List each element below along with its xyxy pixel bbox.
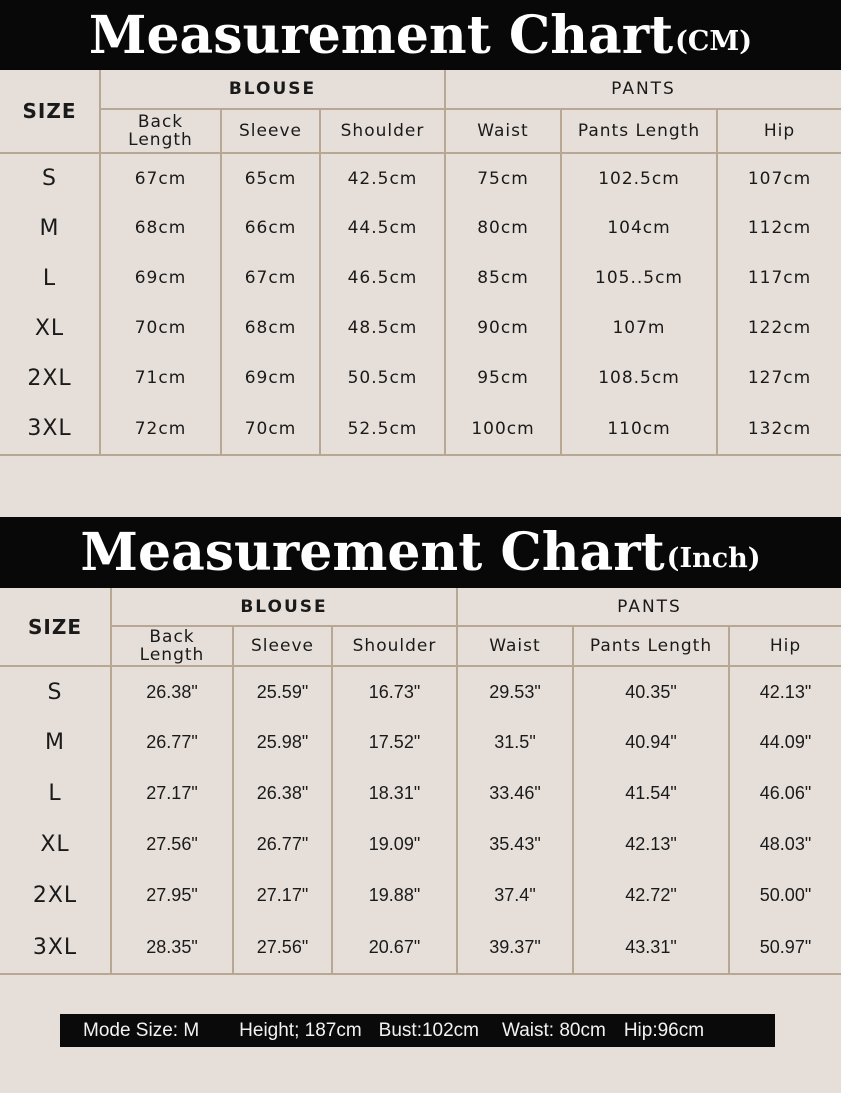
pants-group-header: PANTS — [445, 70, 841, 109]
measurement-cell: 27.56" — [111, 819, 233, 870]
measurement-cell: 35.43" — [457, 819, 573, 870]
measurement-cell: 122cm — [717, 303, 841, 353]
measurement-cell: 90cm — [445, 303, 561, 353]
measurement-cell: 29.53" — [457, 666, 573, 717]
table-row — [0, 253, 841, 303]
cm-chart-unit: (CM) — [675, 25, 753, 57]
measurement-cell: 42.72" — [573, 870, 729, 921]
measurement-cell: 71cm — [100, 353, 221, 403]
measurement-cell: 37.4" — [457, 870, 573, 921]
column-header: Pants Length — [573, 626, 729, 666]
measurement-cell: 70cm — [221, 403, 320, 455]
measurement-cell: 50.00" — [729, 870, 841, 921]
cm-chart-title-banner — [0, 0, 841, 70]
size-cell: L — [0, 768, 111, 819]
measurement-cell: 50.97" — [729, 921, 841, 974]
measurement-cell: 132cm — [717, 403, 841, 455]
size-cell: M — [0, 717, 111, 768]
size-cell: 2XL — [0, 353, 100, 403]
table-row — [0, 870, 841, 921]
measurement-cell: 26.38" — [233, 768, 332, 819]
measurement-cell: 44.09" — [729, 717, 841, 768]
measurement-cell: 68cm — [100, 203, 221, 253]
column-header — [100, 109, 221, 153]
measurement-cell: 42.5cm — [320, 153, 445, 203]
model-height: Height; 187cm — [239, 1019, 362, 1041]
table-row — [0, 203, 841, 253]
measurement-cell: 102.5cm — [561, 153, 717, 203]
table-row — [0, 921, 841, 974]
measurement-cell: 95cm — [445, 353, 561, 403]
measurement-cell: 65cm — [221, 153, 320, 203]
cm-measurement-table — [0, 70, 841, 456]
measurement-cell: 67cm — [221, 253, 320, 303]
measurement-cell: 31.5" — [457, 717, 573, 768]
size-cell: 2XL — [0, 870, 111, 921]
column-header: Shoulder — [320, 109, 445, 153]
table-row — [0, 819, 841, 870]
measurement-cell: 18.31" — [332, 768, 457, 819]
measurement-cell: 85cm — [445, 253, 561, 303]
size-header: SIZE — [0, 70, 100, 153]
measurement-cell: 42.13" — [729, 666, 841, 717]
measurement-cell: 26.77" — [233, 819, 332, 870]
measurement-cell: 104cm — [561, 203, 717, 253]
measurement-cell: 66cm — [221, 203, 320, 253]
column-header-line: Length — [139, 645, 205, 665]
table-row — [0, 768, 841, 819]
pants-group-header: PANTS — [457, 588, 841, 626]
model-bust: Bust:102cm — [378, 1019, 479, 1041]
measurement-cell: 19.09" — [332, 819, 457, 870]
size-cell: XL — [0, 303, 100, 353]
column-header-line: Length — [128, 130, 193, 150]
inch-chart-unit: (Inch) — [666, 543, 761, 574]
table-row — [0, 153, 841, 203]
measurement-cell: 19.88" — [332, 870, 457, 921]
measurement-cell: 39.37" — [457, 921, 573, 974]
size-cell: S — [0, 153, 100, 203]
table-row — [0, 353, 841, 403]
column-header: Pants Length — [561, 109, 717, 153]
measurement-cell: 17.52" — [332, 717, 457, 768]
size-cell: M — [0, 203, 100, 253]
measurement-cell: 110cm — [561, 403, 717, 455]
measurement-cell: 68cm — [221, 303, 320, 353]
column-header-line: Back — [149, 627, 195, 647]
size-cell: XL — [0, 819, 111, 870]
table-row — [0, 303, 841, 353]
column-header-line: Back — [137, 112, 184, 132]
measurement-cell: 108.5cm — [561, 353, 717, 403]
size-cell: S — [0, 666, 111, 717]
table-row — [0, 717, 841, 768]
column-header: Hip — [717, 109, 841, 153]
measurement-cell: 25.98" — [233, 717, 332, 768]
model-hip: Hip:96cm — [623, 1019, 705, 1041]
model-size: Mode Size: M — [83, 1019, 200, 1041]
measurement-cell: 33.46" — [457, 768, 573, 819]
measurement-cell: 69cm — [100, 253, 221, 303]
column-header: Shoulder — [332, 626, 457, 666]
measurement-cell: 20.67" — [332, 921, 457, 974]
measurement-cell: 46.5cm — [320, 253, 445, 303]
column-header — [111, 626, 233, 666]
measurement-cell: 27.17" — [233, 870, 332, 921]
measurement-cell: 67cm — [100, 153, 221, 203]
measurement-cell: 72cm — [100, 403, 221, 455]
size-cell: 3XL — [0, 921, 111, 974]
measurement-cell: 107cm — [717, 153, 841, 203]
measurement-cell: 48.5cm — [320, 303, 445, 353]
measurement-cell: 112cm — [717, 203, 841, 253]
measurement-cell: 105..5cm — [561, 253, 717, 303]
measurement-cell: 26.38" — [111, 666, 233, 717]
measurement-cell: 27.17" — [111, 768, 233, 819]
measurement-cell: 28.35" — [111, 921, 233, 974]
column-header: Hip — [729, 626, 841, 666]
column-header: Sleeve — [221, 109, 320, 153]
table-row — [0, 666, 841, 717]
measurement-cell: 46.06" — [729, 768, 841, 819]
inch-measurement-table — [0, 588, 841, 975]
size-cell: 3XL — [0, 403, 100, 455]
measurement-cell: 40.35" — [573, 666, 729, 717]
measurement-cell: 107m — [561, 303, 717, 353]
column-header: Waist — [445, 109, 561, 153]
measurement-cell: 48.03" — [729, 819, 841, 870]
size-cell: L — [0, 253, 100, 303]
measurement-cell: 100cm — [445, 403, 561, 455]
blouse-group-header: BLOUSE — [100, 70, 445, 109]
measurement-cell: 27.95" — [111, 870, 233, 921]
measurement-cell: 40.94" — [573, 717, 729, 768]
measurement-cell: 75cm — [445, 153, 561, 203]
column-header: Sleeve — [233, 626, 332, 666]
measurement-cell: 41.54" — [573, 768, 729, 819]
measurement-cell: 26.77" — [111, 717, 233, 768]
model-info-bar — [60, 1014, 775, 1047]
measurement-cell: 50.5cm — [320, 353, 445, 403]
measurement-cell: 80cm — [445, 203, 561, 253]
measurement-cell: 43.31" — [573, 921, 729, 974]
inch-chart-title: Measurement Chart — [80, 522, 665, 583]
column-header: Waist — [457, 626, 573, 666]
measurement-cell: 52.5cm — [320, 403, 445, 455]
measurement-cell: 16.73" — [332, 666, 457, 717]
table-row — [0, 403, 841, 455]
inch-chart-title-banner — [0, 517, 841, 588]
blouse-group-header: BLOUSE — [111, 588, 457, 626]
measurement-cell: 70cm — [100, 303, 221, 353]
measurement-cell: 25.59" — [233, 666, 332, 717]
measurement-cell: 69cm — [221, 353, 320, 403]
model-waist: Waist: 80cm — [502, 1019, 606, 1041]
measurement-cell: 117cm — [717, 253, 841, 303]
measurement-cell: 127cm — [717, 353, 841, 403]
cm-chart-title: Measurement Chart — [88, 4, 674, 66]
size-header: SIZE — [0, 588, 111, 666]
measurement-cell: 27.56" — [233, 921, 332, 974]
measurement-cell: 42.13" — [573, 819, 729, 870]
measurement-cell: 44.5cm — [320, 203, 445, 253]
